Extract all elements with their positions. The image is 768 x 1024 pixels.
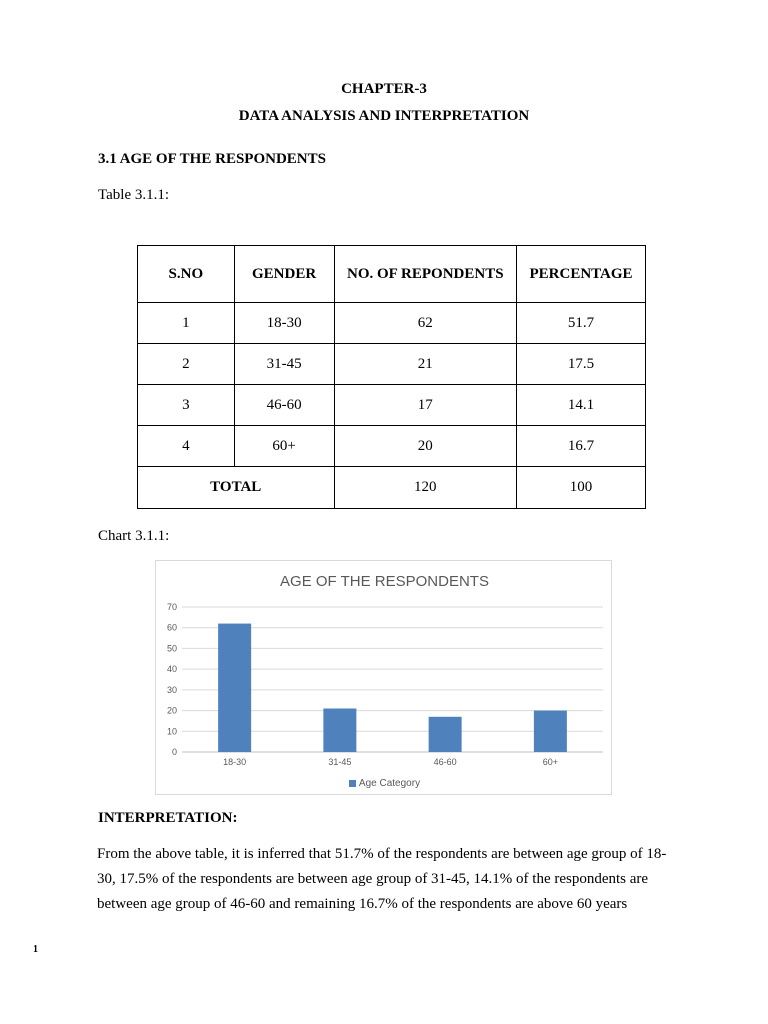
cell-percentage: 14.1 — [517, 385, 646, 426]
header-gender: GENDER — [234, 246, 334, 303]
table-header-row — [138, 246, 646, 303]
cell-age-group: 60+ — [234, 426, 334, 467]
section-heading: 3.1 AGE OF THE RESPONDENTS — [98, 151, 326, 167]
table-row — [138, 385, 646, 426]
y-tick-label: 60 — [166, 622, 177, 633]
table-caption: Table 3.1.1: — [98, 187, 170, 203]
bar — [323, 709, 356, 753]
cell-sno: 4 — [138, 426, 235, 467]
respondents-table — [137, 245, 646, 509]
bar — [429, 717, 462, 752]
legend-swatch — [349, 780, 356, 787]
total-label: TOTAL — [138, 467, 335, 509]
header-percentage: PERCENTAGE — [517, 246, 646, 303]
y-tick-label: 10 — [166, 726, 177, 737]
cell-respondents: 21 — [334, 344, 517, 385]
y-tick-label: 20 — [166, 705, 177, 716]
header-sno: S.NO — [138, 246, 235, 303]
table-total-row — [138, 467, 646, 509]
header-respondents: NO. OF REPONDENTS — [334, 246, 517, 303]
y-tick-label: 0 — [171, 747, 177, 757]
chart-caption: Chart 3.1.1: — [98, 528, 170, 544]
interpretation-heading: INTERPRETATION: — [98, 810, 238, 826]
cell-percentage: 16.7 — [517, 426, 646, 467]
x-tick-label: 31-45 — [328, 757, 352, 767]
x-tick-label: 46-60 — [433, 757, 457, 767]
table-row — [138, 303, 646, 344]
total-percentage: 100 — [517, 467, 646, 509]
y-tick-label: 70 — [166, 602, 177, 612]
chart-legend — [156, 778, 613, 789]
bar-chart — [155, 560, 612, 795]
chart-plot — [156, 561, 613, 796]
x-tick-label: 18-30 — [223, 757, 247, 767]
bar — [218, 624, 251, 752]
cell-age-group: 31-45 — [234, 344, 334, 385]
legend-label: Age Category — [358, 778, 421, 789]
y-tick-label: 50 — [166, 643, 177, 654]
page-number: 1 — [33, 944, 38, 955]
table-row — [138, 344, 646, 385]
interpretation-paragraph: From the above table, it is inferred that 51.7% of the respondents are between age group of 18-30, 17.5% of the respondents are between age group of 31-45, 14.1% of the respondents are between age group of 46-60 and remaining 16.7% of the respondents are above 60 years — [97, 846, 667, 912]
cell-respondents: 17 — [334, 385, 517, 426]
table-row — [138, 426, 646, 467]
cell-sno: 2 — [138, 344, 235, 385]
total-respondents: 120 — [334, 467, 517, 509]
y-tick-label: 40 — [166, 664, 177, 675]
cell-respondents: 20 — [334, 426, 517, 467]
cell-age-group: 46-60 — [234, 385, 334, 426]
cell-respondents: 62 — [334, 303, 517, 344]
x-tick-label: 60+ — [542, 757, 559, 767]
cell-sno: 1 — [138, 303, 235, 344]
chapter-title: CHAPTER-3 — [341, 81, 427, 97]
cell-percentage: 51.7 — [517, 303, 646, 344]
chapter-subtitle: DATA ANALYSIS AND INTERPRETATION — [238, 108, 530, 124]
cell-age-group: 18-30 — [234, 303, 334, 344]
y-tick-label: 30 — [166, 684, 177, 695]
cell-sno: 3 — [138, 385, 235, 426]
cell-percentage: 17.5 — [517, 344, 646, 385]
bar — [534, 711, 567, 752]
chart-title: AGE OF THE RESPONDENTS — [280, 573, 489, 590]
